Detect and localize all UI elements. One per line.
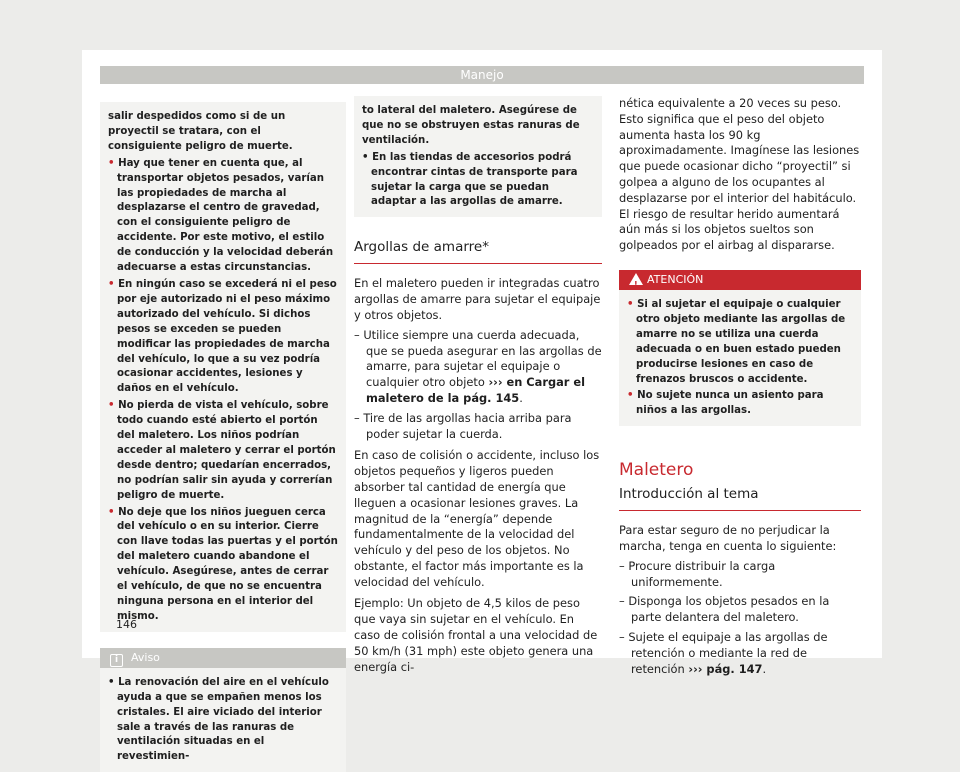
bullet-dot-icon: • — [108, 157, 115, 169]
attention-box — [619, 290, 861, 426]
bullet-dot-icon: • — [627, 298, 634, 310]
dash-item: – Disponga los objetos pesados en la parte delantera del maletero. — [619, 594, 830, 625]
page-number: 146 — [116, 618, 137, 631]
column-middle — [354, 96, 602, 675]
bullet-dot-icon: • — [108, 278, 115, 290]
warning-bullet: • No deje que los niños jueguen cerca del vehículo o en su interior. Cierre con llave todas las puertas y el portón del maletero cuando abandone el vehículo. Asegúrese, antes de cerrar el vehículo, de que no se encuentra ninguna persona en el interior del mismo. — [108, 506, 338, 622]
body-paragraph: Ejemplo: Un objeto de 4,5 kilos de peso que vaya sin sujetar en el vehículo. En caso de colisión frontal a una velocidad de 50 km/h (31 mph) este objeto genera una energía ci- — [354, 596, 598, 674]
warning-triangle-icon — [629, 273, 643, 285]
manual-page — [82, 50, 882, 763]
note-text: to lateral del maletero. Asegúrese de que no se obstruyen estas ranuras de ventilación. — [362, 105, 580, 146]
dash-item: – Tire de las argollas hacia arriba para poder sujetar la cuerda. — [354, 410, 572, 441]
body-paragraph: En el maletero pueden ir integradas cuatro argollas de amarre para sujetar el equipaje y otros objetos. — [354, 276, 601, 322]
warning-box-continued — [100, 102, 346, 632]
bullet-dot-icon: • — [108, 400, 115, 412]
column-right — [619, 96, 861, 677]
subsection-title: Introducción al tema — [619, 486, 861, 511]
column-left — [100, 102, 346, 772]
info-icon: i — [110, 654, 123, 667]
warning-bullet: • En ningún caso se excederá ni el peso por eje autorizado ni el peso máximo autorizado del vehículo. Si dichos pesos se exceden se pueden modificar las propiedades de marcha del vehículo, lo que a su vez podría ocasionar accidentes, lesiones y daños en el vehículo. — [108, 278, 337, 395]
attention-bullet: • Si al sujetar el equipaje o cualquier otro objeto mediante las argollas de amarre no se utiliza una cuerda adecuada o en buen estado pueden producirse lesiones en caso de frenazos bruscos o accidente. — [627, 298, 846, 385]
section-title: Argollas de amarre* — [354, 239, 602, 264]
warning-text: salir despedidos como si de un proyectil se tratara, con el consiguiente peligro de muerte. — [108, 111, 293, 152]
page-reference-link[interactable]: ››› pág. 147 — [688, 661, 763, 676]
note-box-continued — [354, 96, 602, 217]
bullet-dot-icon: • — [627, 390, 634, 402]
bullet-dot-icon: • — [108, 676, 115, 688]
page-header: Manejo — [100, 66, 864, 84]
page-reference-link[interactable]: ››› en Cargar el maletero de la pág. 145 — [366, 375, 586, 405]
note-box — [100, 668, 346, 772]
dash-item: – Sujete el equipaje a las argollas de retención o mediante la red de retención ››› pág. 147. — [619, 630, 828, 676]
note-header: i Aviso — [100, 648, 346, 668]
bullet-dot-icon: • — [108, 506, 115, 518]
warning-bullet: • No pierda de vista el vehículo, sobre todo cuando esté abierto el portón del maletero. Los niños podrían acceder al maletero y cerrar el portón desde dentro; quedarían encerrados, no podrían salir sin ayuda y correrían peligro de muerte. — [108, 400, 336, 501]
note-bullet: • La renovación del aire en el vehículo ayuda a que se empañen menos los cristales. El aire viciado del interior sale a través de las ranuras de ventilación situadas en el revestimien- — [108, 676, 329, 763]
body-paragraph: En caso de colisión o accidente, incluso los objetos pequeños y ligeros pueden absorber tal cantidad de energía que lleguen a ocasionar lesiones graves. La magnitud de la “energía” depende fundamentalmente de la velocidad del vehículo y del peso de los objetos. No obstante, el factor más importante es la velocidad del vehículo. — [354, 448, 600, 589]
note-bullet: • En las tiendas de accesorios podrá encontrar cintas de transporte para sujetar la carga que se puedan adaptar a las argollas de amarre. — [362, 151, 578, 208]
dash-item: – Utilice siempre una cuerda adecuada, que se pueda asegurar en las argollas de amarre, para sujetar el equipaje o cualquier otro objeto ››› en Cargar el maletero de la pág. 145. — [354, 327, 602, 405]
bullet-dot-icon: • — [362, 151, 369, 163]
attention-header: ! ATENCIÓN — [619, 270, 861, 290]
warning-bullet: • Hay que tener en cuenta que, al transportar objetos pesados, varían las propiedades de marcha al desplazarse el centro de gravedad, con el consiguiente peligro de accidente. Por este motivo, el estilo de conducción y la velocidad deberán adecuarse a estas circunstancias. — [108, 157, 334, 274]
chapter-title: Maletero — [619, 460, 694, 481]
attention-bullet: • No sujete nunca un asiento para niños a las argollas. — [627, 390, 824, 417]
body-paragraph: nética equivalente a 20 veces su peso. Esto significa que el peso del objeto aumenta hasta los 90 kg aproximadamente. Imagínese las lesiones que puede ocasionar dicho “proyectil” si golpea a alguno de los ocupantes al desplazarse por el interior del habitáculo. El riesgo de resultar herido aumentará aún más si los objetos sueltos son golpeados por el airbag al dispararse. — [619, 96, 860, 253]
dash-item: – Procure distribuir la carga uniformemente. — [619, 558, 776, 589]
body-paragraph: Para estar seguro de no perjudicar la marcha, tenga en cuenta lo siguiente: — [619, 523, 837, 554]
